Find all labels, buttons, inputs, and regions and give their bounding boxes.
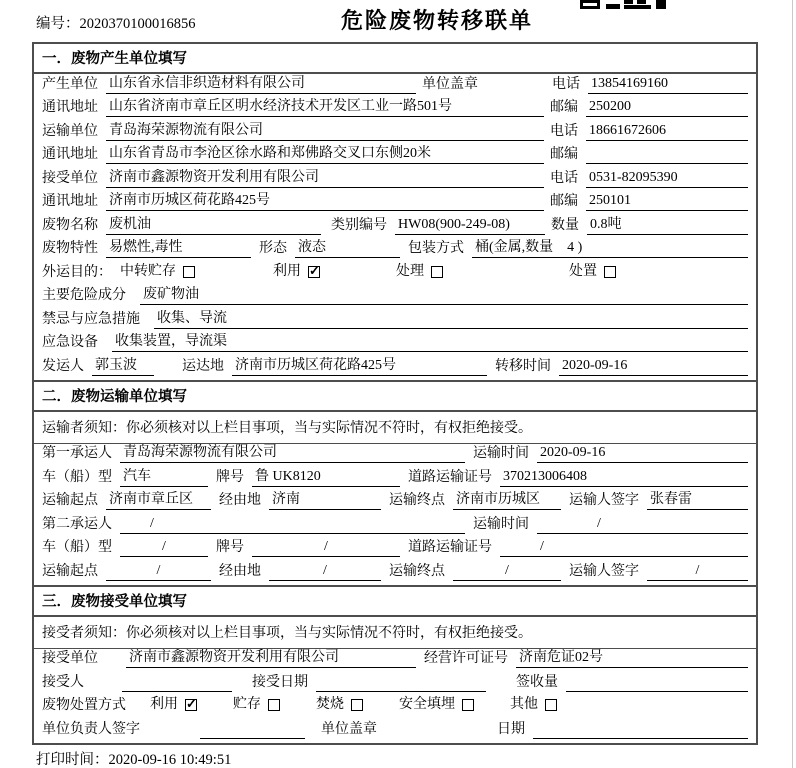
spacer (385, 738, 497, 739)
field-label: 牌号 (216, 540, 244, 556)
first-vehicle-row (34, 467, 756, 491)
field-value: HW08(900-249-08) (395, 216, 545, 235)
field-label: 签收量 (516, 674, 558, 690)
field-value: 山东省济南市章丘区明水经济技术开发区工业一路501号 (106, 98, 544, 117)
checkbox-unchecked-icon (268, 699, 280, 711)
field-value: / (453, 562, 561, 581)
field-label: 单位盖章 (321, 721, 377, 737)
field-label: 车（船）型 (42, 540, 112, 556)
field-label: 日期 (497, 721, 525, 737)
field-label: 运输时间 (473, 446, 529, 462)
checkbox-label: 利用 (273, 263, 301, 279)
field-label: 接受人 (42, 674, 84, 690)
field-label: 第二承运人 (42, 516, 112, 532)
field-value: 济南市历城区荷花路425号 (232, 357, 487, 376)
field-label: 接受日期 (252, 674, 308, 690)
disposal-method-row (34, 696, 756, 720)
field-label: 接受单位 (42, 170, 98, 186)
field-label: 废物特性 (42, 241, 98, 257)
print-time (36, 748, 231, 768)
field-value: 济南市历城区荷花路425号 (106, 192, 544, 211)
field-label: 车（船）型 (42, 469, 112, 485)
second-carrier-row (34, 514, 756, 538)
treat-checkbox (396, 263, 443, 281)
field-label: 运输人签字 (569, 563, 639, 579)
field-value: 13854169160 (588, 75, 748, 94)
checkbox-unchecked-icon (462, 699, 474, 711)
receiver-unit-row (34, 168, 756, 192)
field-label: 运输人签字 (569, 493, 639, 509)
field-value: 济南 (269, 491, 381, 510)
disposal-storage-checkbox (233, 696, 280, 714)
responsible-signature-row (34, 719, 756, 743)
field-value: 收集装置，导流渠 (112, 333, 748, 352)
field-value: 收集、导流 (154, 310, 748, 329)
field-label: 形态 (259, 241, 287, 257)
first-route-row (34, 491, 756, 515)
field-value: 2020-09-16 (559, 357, 748, 376)
field-value (533, 720, 748, 739)
field-value: / (500, 538, 748, 557)
checkbox-unchecked-icon (183, 266, 195, 278)
field-label: 邮编 (550, 100, 578, 116)
field-value: 废机油 (106, 216, 321, 235)
field-label: 类别编号 (331, 217, 387, 233)
field-label: 发运人 (42, 358, 84, 374)
field-label: 道路运输证号 (408, 540, 492, 556)
field-value: 250101 (586, 192, 748, 211)
field-label: 运输终点 (389, 493, 445, 509)
consignor-row (34, 356, 756, 380)
checkbox-label: 贮存 (233, 697, 261, 713)
notice-row: 运输者须知：你必须核对以上栏目事项，当与实际情况不符时，有权拒绝接受。 (34, 412, 756, 444)
field-label: 废物名称 (42, 217, 98, 233)
field-value: 济南市历城区 (453, 491, 561, 510)
field-label: 邮编 (550, 147, 578, 163)
field-label: 邮编 (550, 194, 578, 210)
field-label: 道路运输证号 (408, 469, 492, 485)
field-label: 接受单位 (42, 651, 98, 667)
second-vehicle-row (34, 538, 756, 562)
field-label: 第一承运人 (42, 446, 112, 462)
utilize-checkbox (273, 263, 320, 281)
transport-unit-row (34, 121, 756, 145)
producer-address-row (34, 98, 756, 122)
field-label: 电话 (550, 170, 578, 186)
field-label: 运输时间 (473, 516, 529, 532)
spacer (148, 738, 200, 739)
accept-person-row (34, 672, 756, 696)
second-route-row (34, 561, 756, 585)
field-label: 运输终点 (389, 563, 445, 579)
checkbox-label: 利用 (150, 697, 178, 713)
field-label: 通讯地址 (42, 194, 98, 210)
field-value: 青岛海荣源物流有限公司 (106, 122, 544, 141)
field-label: 经由地 (219, 493, 261, 509)
field-value: 济南危证02号 (516, 649, 748, 668)
field-label: 牌号 (216, 469, 244, 485)
field-value (200, 720, 305, 739)
checkbox-label: 处置 (569, 263, 597, 279)
field-label: 单位负责人签字 (42, 721, 140, 737)
accept-unit-row (34, 649, 756, 673)
field-label: 电话 (550, 123, 578, 139)
field-label: 外运目的： (42, 264, 112, 280)
disposal-other-checkbox (510, 696, 557, 714)
serial-value: 2020370100016856 (79, 16, 196, 32)
field-label: 经营许可证号 (424, 651, 508, 667)
field-value: / (252, 538, 400, 557)
qr-block (606, 4, 620, 9)
disposal-landfill-checkbox (399, 696, 474, 714)
field-label: 通讯地址 (42, 100, 98, 116)
field-value: 山东省青岛市李沧区徐水路和郑佛路交叉口东侧20米 (106, 145, 544, 164)
disposal-incinerate-checkbox (316, 696, 363, 714)
section-header: 二．废物运输单位填写 (34, 380, 756, 412)
checkbox-label: 中转贮存 (120, 263, 176, 279)
field-value (316, 673, 486, 692)
checkbox-label: 其他 (510, 697, 538, 713)
field-value: 液态 (295, 239, 400, 258)
field-value: 郭玉波 (92, 357, 154, 376)
field-value: 2020-09-16 (537, 444, 748, 463)
field-label: 产生单位 (42, 76, 98, 92)
qr-block (624, 5, 651, 9)
transit-storage-checkbox (120, 263, 195, 281)
checkbox-checked-icon (185, 699, 197, 711)
field-value: 青岛海荣源物流有限公司 (120, 444, 465, 463)
checkbox-label: 安全填埋 (399, 697, 455, 713)
field-value: 济南市鑫源物资开发利用有限公司 (106, 169, 544, 188)
first-carrier-row (34, 444, 756, 468)
field-value: / (120, 538, 208, 557)
checkbox-unchecked-icon (604, 266, 616, 278)
field-label: 禁忌与应急措施 (42, 311, 140, 327)
qr-block (580, 0, 600, 9)
field-value: / (106, 562, 211, 581)
field-label: 运输起点 (42, 563, 98, 579)
transfer-form (32, 42, 758, 745)
section-header: 三．废物接受单位填写 (34, 585, 756, 617)
disposal-utilize-checkbox (150, 696, 197, 714)
receiver-address-row (34, 192, 756, 216)
field-value (122, 673, 232, 692)
field-value: / (647, 562, 748, 581)
page-title: 危险废物转移联单 (340, 8, 533, 33)
field-value: 0531-82095390 (586, 169, 748, 188)
field-label: 主要危险成分 (42, 288, 126, 304)
checkbox-label: 焚烧 (316, 697, 344, 713)
field-value: 张春雷 (647, 491, 748, 510)
emergency-equipment-row (34, 333, 756, 357)
emergency-measures-row (34, 309, 756, 333)
field-value: / (537, 515, 748, 534)
field-label: 数量 (551, 217, 579, 233)
field-value (586, 145, 748, 164)
field-value: 废矿物油 (140, 286, 748, 305)
spacer (486, 93, 552, 94)
field-value: 鲁 UK8120 (252, 468, 400, 487)
checkbox-unchecked-icon (431, 266, 443, 278)
checkbox-unchecked-icon (351, 699, 363, 711)
field-label: 电话 (552, 76, 580, 92)
field-label: 转移时间 (495, 358, 551, 374)
field-value: 370213006408 (500, 468, 748, 487)
field-label: 运输单位 (42, 123, 98, 139)
field-label: 单位盖章 (422, 76, 478, 92)
field-value: 山东省永信非织造材料有限公司 (106, 75, 416, 94)
field-label: 运输起点 (42, 493, 98, 509)
notice-row: 接受者须知：你必须核对以上栏目事项，当与实际情况不符时，有权拒绝接受。 (34, 617, 756, 649)
field-value: 18661672606 (586, 122, 748, 141)
waste-property-row (34, 239, 756, 263)
checkbox-unchecked-icon (545, 699, 557, 711)
hazard-component-row (34, 286, 756, 310)
field-value: 0.8吨 (587, 216, 748, 235)
field-value: 易燃性,毒性 (106, 239, 251, 258)
field-label: 包装方式 (408, 241, 464, 257)
field-label: 应急设备 (42, 335, 98, 351)
field-value: 济南市章丘区 (106, 491, 211, 510)
field-label: 经由地 (219, 563, 261, 579)
field-label: 通讯地址 (42, 147, 98, 163)
transport-address-row (34, 145, 756, 169)
field-value: 桶(金属,数量 4 ) (472, 239, 748, 258)
field-value: / (120, 515, 465, 534)
field-label: 运达地 (182, 358, 224, 374)
checkbox-checked-icon (308, 266, 320, 278)
field-value: / (269, 562, 381, 581)
field-label: 废物处置方式 (42, 698, 126, 714)
producer-unit-row (34, 74, 756, 98)
dispose-checkbox (569, 263, 616, 281)
print-time-label: 打印时间： (36, 752, 109, 768)
field-value: 汽车 (120, 468, 208, 487)
qr-block (624, 0, 633, 4)
qr-block (637, 0, 646, 4)
field-value (566, 673, 748, 692)
qr-code-fragment (580, 0, 666, 10)
qr-block (656, 0, 666, 9)
section-header: 一．废物产生单位填写 (34, 44, 756, 74)
field-value: 济南市鑫源物资开发利用有限公司 (126, 649, 416, 668)
serial-label: 编号： (36, 16, 80, 32)
field-value: 250200 (586, 98, 748, 117)
print-time-value: 2020-09-16 10:49:51 (108, 752, 232, 768)
checkbox-label: 处理 (396, 263, 424, 279)
transfer-purpose-row (34, 262, 756, 286)
waste-name-row (34, 215, 756, 239)
